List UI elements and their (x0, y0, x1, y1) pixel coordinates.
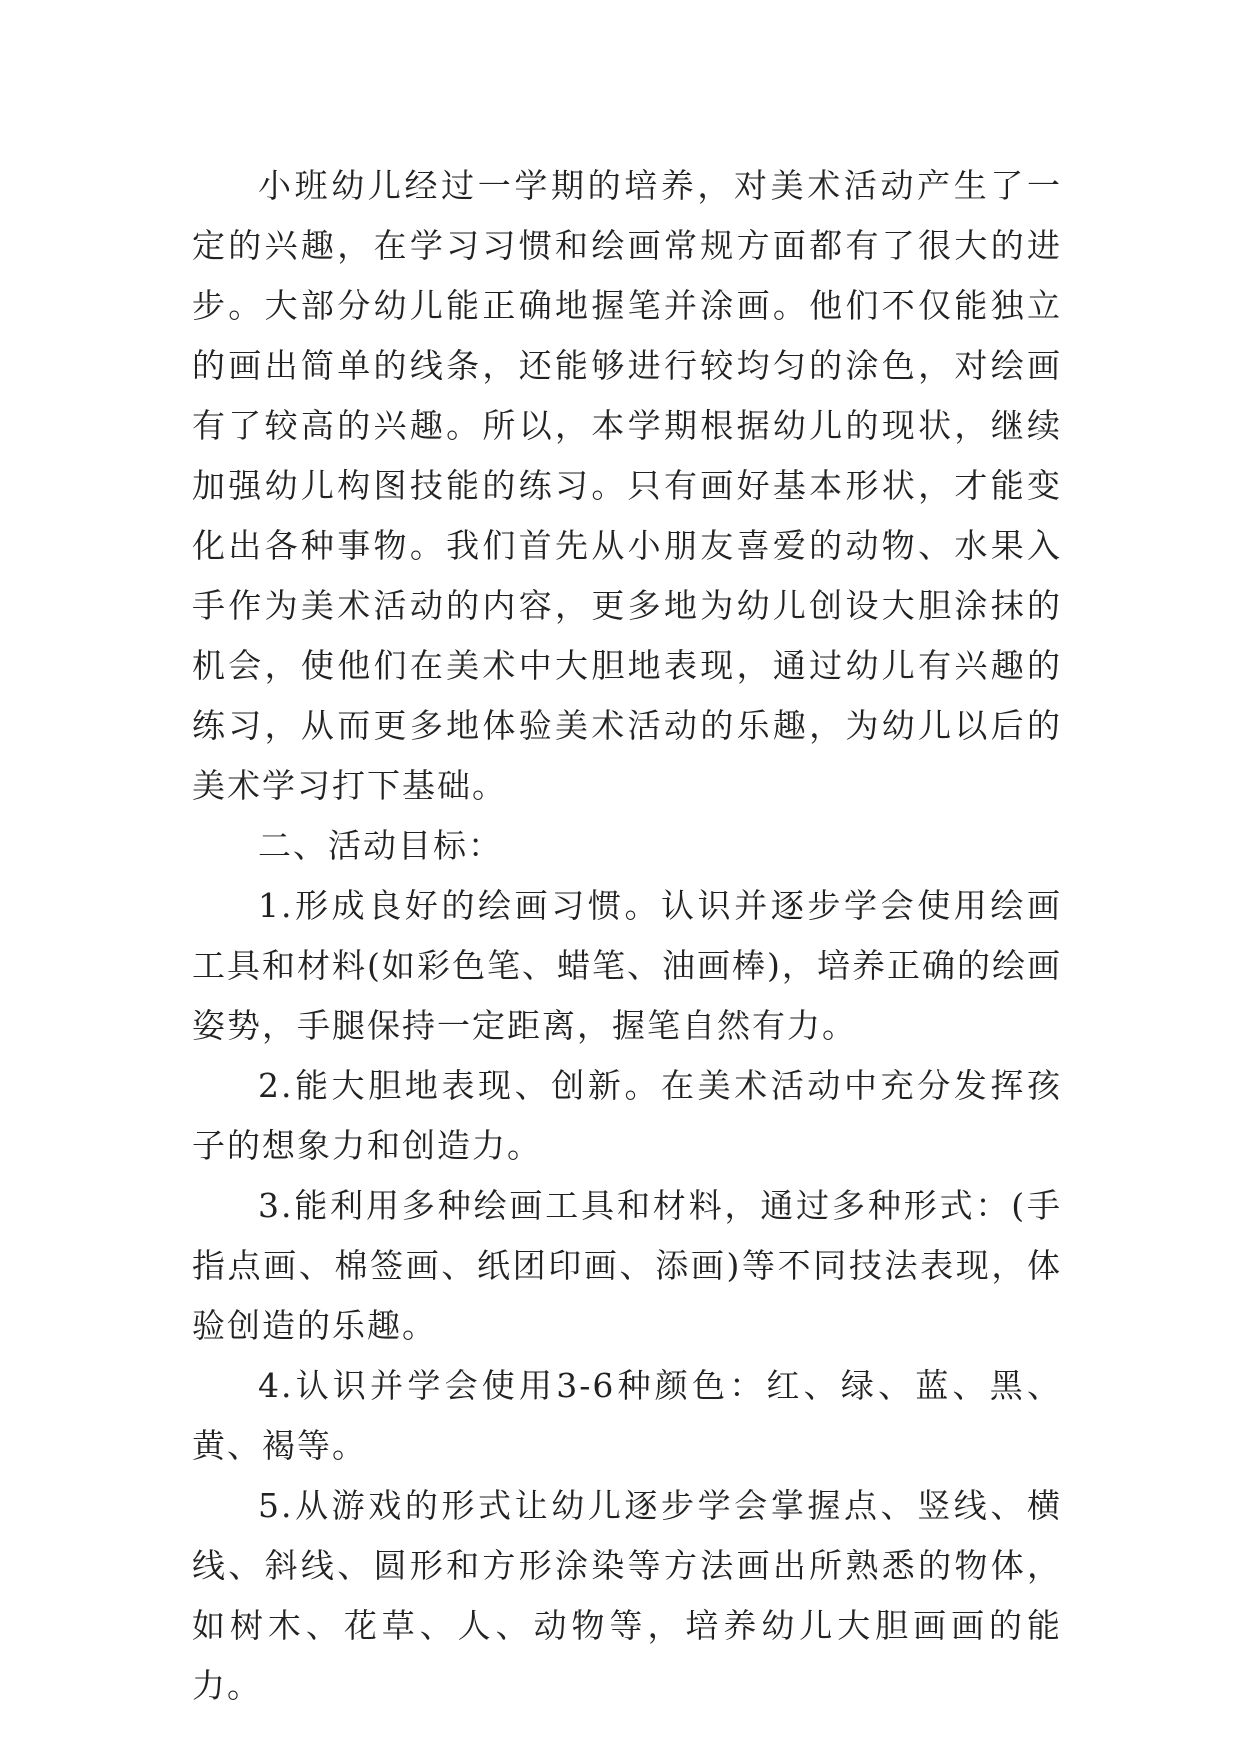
goal-item-2: 2.能大胆地表现、创新。在美术活动中充分发挥孩子的想象力和创造力。 (192, 1066, 1062, 1165)
document-body (192, 156, 1062, 1716)
intro-paragraph: 小班幼儿经过一学期的培养，对美术活动产生了一定的兴趣，在学习习惯和绘画常规方面都有了很大的进步。大部分幼儿能正确地握笔并涂画。他们不仅能独立的画出简单的线条，还能够进行较均匀的涂色，对绘画有了较高的兴趣。所以，本学期根据幼儿的现状，继续加强幼儿构图技能的练习。只有画好基本形状，才能变化出各种事物。我们首先从小朋友喜爱的动物、水果入手作为美术活动的内容，更多地为幼儿创设大胆涂抹的机会，使他们在美术中大胆地表现，通过幼儿有兴趣的练习，从而更多地体验美术活动的乐趣，为幼儿以后的美术学习打下基础。 (192, 166, 1062, 805)
goal-item-4: 4.认识并学会使用3-6种颜色：红、绿、蓝、黑、黄、褐等。 (192, 1366, 1062, 1465)
section-heading-activity-goals: 二、活动目标： (258, 826, 503, 865)
goal-item-5: 5.从游戏的形式让幼儿逐步学会掌握点、竖线、横线、斜线、圆形和方形涂染等方法画出所熟悉的物体，如树木、花草、人、动物等，培养幼儿大胆画画的能力。 (192, 1486, 1062, 1705)
goal-item-3: 3.能利用多种绘画工具和材料，通过多种形式：(手指点画、棉签画、纸团印画、添画)等不同技法表现，体验创造的乐趣。 (192, 1186, 1062, 1345)
goal-item-1: 1.形成良好的绘画习惯。认识并逐步学会使用绘画工具和材料(如彩色笔、蜡笔、油画棒)，培养正确的绘画姿势，手腿保持一定距离，握笔自然有力。 (192, 886, 1062, 1045)
